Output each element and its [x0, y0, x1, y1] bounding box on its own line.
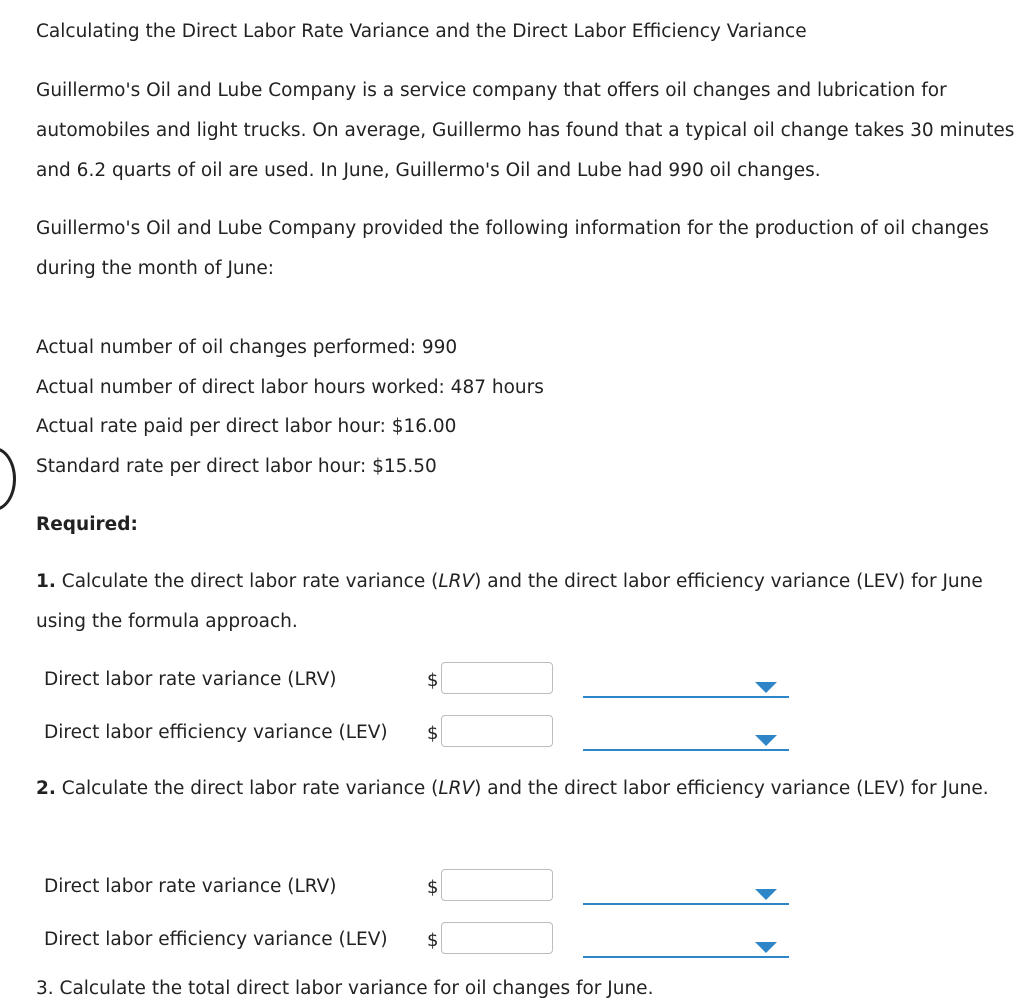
q2-lrv-label: Direct labor rate variance (LRV): [44, 876, 337, 897]
side-marker-circle: [0, 447, 16, 511]
question-1-text-a: Calculate the direct labor rate variance (: [55, 571, 439, 592]
q1-lrv-chevron-down-icon[interactable]: [755, 682, 777, 693]
question-3-partial: 3. Calculate the total direct labor variance for oil changes for June.: [36, 978, 654, 999]
question-2-text-a: Calculate the direct labor rate variance (: [55, 778, 439, 799]
page-title: Calculating the Direct Labor Rate Variance and the Direct Labor Efficiency Variance: [36, 21, 807, 42]
fact-actual-rate: Actual rate paid per direct labor hour: $16.00: [36, 416, 457, 437]
fact-standard-rate: Standard rate per direct labor hour: $15.50: [36, 456, 437, 477]
q1-lrv-currency: $: [427, 670, 439, 691]
q2-lev-amount-input[interactable]: [441, 922, 553, 954]
question-2-lrv: LRV: [438, 778, 475, 799]
q1-lev-amount-input[interactable]: [441, 715, 553, 747]
question-2-number: 2.: [36, 778, 56, 799]
q1-lev-chevron-down-icon[interactable]: [755, 735, 777, 746]
q1-lev-label: Direct labor efficiency variance (LEV): [44, 722, 388, 743]
q2-lev-label: Direct labor efficiency variance (LEV): [44, 929, 388, 950]
info-paragraph: Guillermo's Oil and Lube Company provided the following information for the production of oil changes during the month of June:: [36, 218, 989, 279]
fact-labor-hours: Actual number of direct labor hours worked: 487 hours: [36, 377, 544, 398]
fact-oil-changes: Actual number of oil changes performed: 990: [36, 337, 458, 358]
q2-lrv-amount-input[interactable]: [441, 869, 553, 901]
required-heading: Required:: [36, 514, 138, 535]
question-1-lrv: LRV: [438, 571, 475, 592]
question-1: [36, 562, 1021, 642]
question-1-text-b: ) and the direct labor efficiency variance (LEV) for June using the formula approach.: [36, 571, 983, 632]
q2-lrv-chevron-down-icon[interactable]: [755, 889, 777, 900]
question-1-number: 1.: [36, 571, 56, 592]
q1-lev-currency: $: [427, 723, 439, 744]
intro-paragraph: Guillermo's Oil and Lube Company is a service company that offers oil changes and lubrication for automobiles and light trucks. On average, Guillermo has found that a typical oil change takes 30 minutes and 6.2 quarts of oil are used. In June, Guillermo's Oil and Lube had 990 oil changes.: [36, 80, 1015, 181]
q2-lev-currency: $: [427, 930, 439, 951]
q2-lev-chevron-down-icon[interactable]: [755, 942, 777, 953]
question-2-text-b: ) and the direct labor efficiency variance (LEV) for June.: [474, 778, 989, 799]
q1-lrv-label: Direct labor rate variance (LRV): [44, 669, 337, 690]
q2-lrv-currency: $: [427, 877, 439, 898]
q1-lrv-amount-input[interactable]: [441, 662, 553, 694]
question-2: [36, 769, 1021, 809]
